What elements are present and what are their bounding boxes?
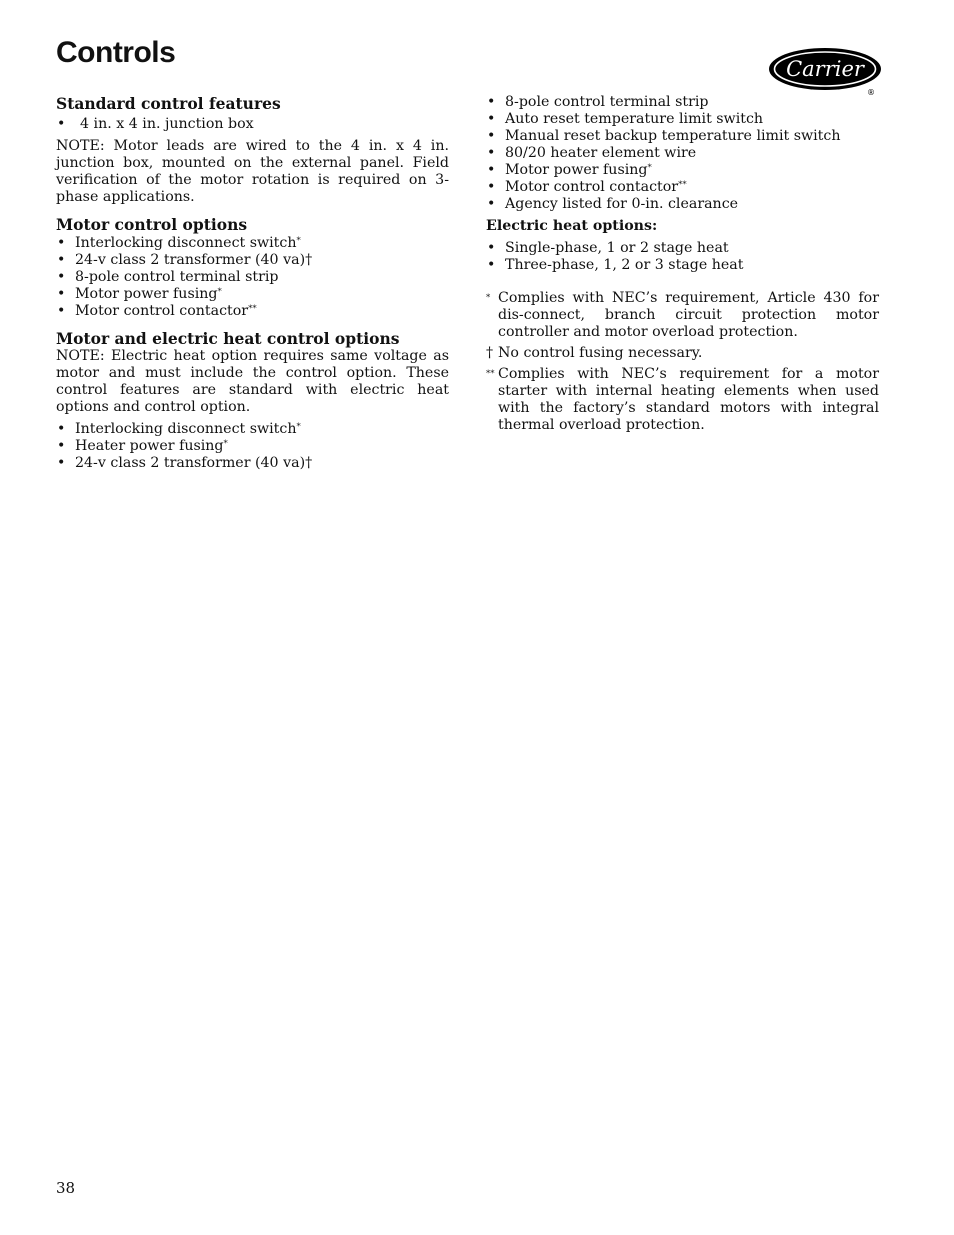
list-item: • Interlocking disconnect switch*	[56, 235, 449, 252]
page-title: Controls	[56, 36, 176, 69]
list-item: • 24-v class 2 transformer (40 va)†	[56, 252, 449, 269]
footnote: * Complies with NEC’s requirement, Article 430 for dis-connect, branch circuit protection motor controller and motor overload protection.	[486, 290, 879, 340]
right-column	[486, 94, 879, 434]
footnote-mark: *	[486, 293, 491, 303]
continued-list	[486, 94, 879, 213]
list-item: • 8-pole control terminal strip	[56, 269, 449, 286]
carrier-logo	[767, 45, 887, 97]
motor-options-list	[56, 235, 449, 320]
list-item: • Single-phase, 1 or 2 stage heat	[486, 240, 879, 257]
registered-mark: ®	[867, 88, 875, 97]
motor-options-heading: Motor control options	[56, 215, 248, 234]
footnote: † No control fusing necessary.	[486, 345, 703, 361]
list-item: • Motor power fusing*	[56, 286, 449, 303]
motor-heat-list	[56, 421, 449, 472]
list-item: • Interlocking disconnect switch*	[56, 421, 449, 438]
list-item: • Motor control contactor**	[56, 303, 449, 320]
footnote-mark: **	[486, 369, 495, 379]
motor-heat-heading: Motor and electric heat control options	[56, 329, 400, 348]
list-item: • Heater power fusing*	[56, 438, 449, 455]
footnotes	[486, 290, 879, 434]
electric-heat-heading: Electric heat options:	[486, 218, 658, 234]
standard-list	[56, 116, 449, 133]
list-item: • 24-v class 2 transformer (40 va)†	[56, 455, 449, 472]
list-item: • Motor control contactor**	[486, 179, 879, 196]
list-item: • Auto reset temperature limit switch	[486, 111, 879, 128]
list-item: • Three-phase, 1, 2 or 3 stage heat	[486, 257, 879, 274]
list-item: • 8-pole control terminal strip	[486, 94, 879, 111]
list-item: • 80/20 heater element wire	[486, 145, 879, 162]
footnote: ** Complies with NEC’s requirement for a motor starter with internal heating elements when used with the factory’s standard motors with integral thermal overload protection.	[486, 366, 879, 433]
list-item: • 4 in. x 4 in. junction box	[56, 116, 449, 133]
list-item: • Motor power fusing*	[486, 162, 879, 179]
electric-heat-list	[486, 240, 879, 274]
page-number: 38	[56, 1179, 76, 1197]
logo-text: Carrier	[786, 57, 864, 81]
list-item: • Agency listed for 0-in. clearance	[486, 196, 879, 213]
footnote-mark: †	[486, 345, 494, 361]
list-item: • Manual reset backup temperature limit switch	[486, 128, 879, 145]
left-column	[56, 94, 449, 472]
standard-note: NOTE: Motor leads are wired to the 4 in. x 4 in. junction box, mounted on the external panel. Field verification of the motor rotation is required on 3-phase applications.	[56, 138, 449, 205]
standard-heading: Standard control features	[56, 94, 281, 113]
motor-heat-note: NOTE: Electric heat option requires same voltage as motor and must include the control option. These control features are standard with electric heat options and control option.	[56, 348, 449, 415]
